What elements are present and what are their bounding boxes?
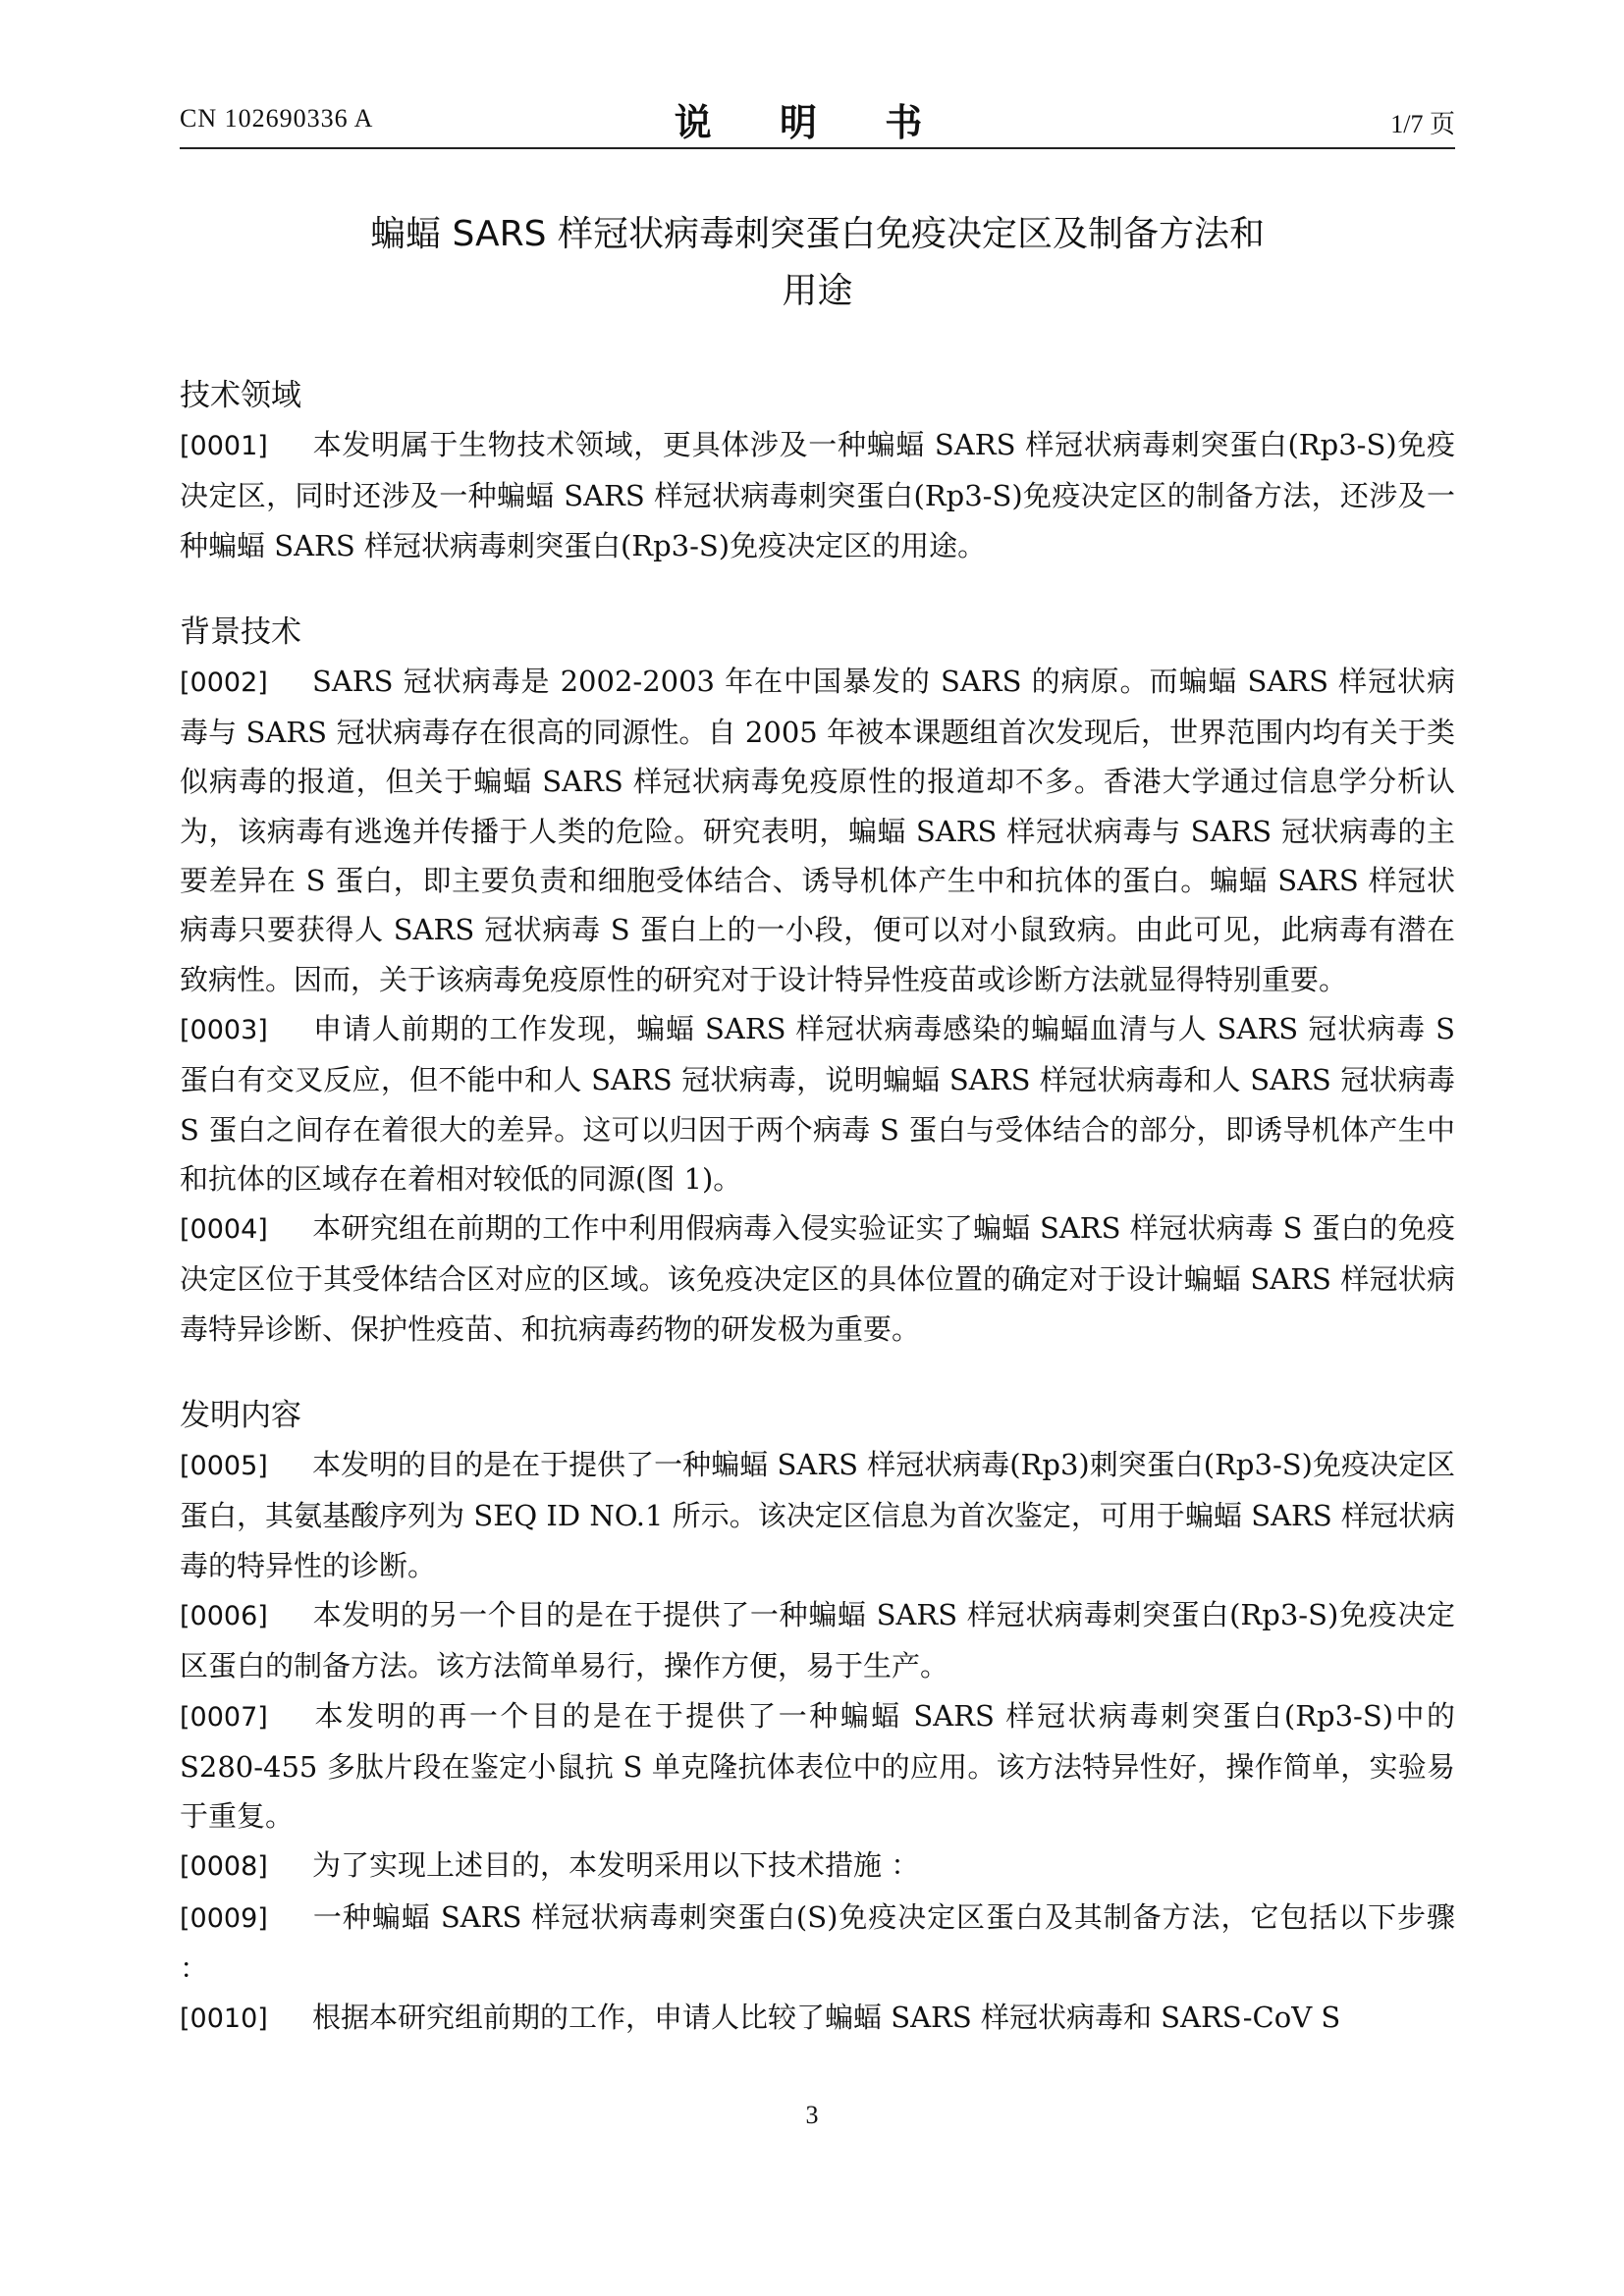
page-number: 3 (805, 2101, 819, 2129)
section-summary (180, 1391, 1455, 2045)
paragraph-number: [0006] (180, 1600, 268, 1631)
paragraph-number: [0001] (180, 431, 268, 461)
page-of-count: 1/7 页 (1390, 110, 1455, 138)
title-line-1: 蝙蝠 SARS 样冠状病毒刺突蛋白免疫决定区及制备方法和 (370, 214, 1265, 254)
paragraph (180, 1203, 1455, 1354)
paragraph (180, 1893, 1455, 1994)
paragraph-text: 一种蝙蝠 SARS 样冠状病毒刺突蛋白(S)免疫决定区蛋白及其制备方法，它包括以下步骤 ： (180, 1899, 1455, 1986)
paragraph-number: [0005] (180, 1451, 268, 1482)
section-background (180, 608, 1455, 1354)
paragraph-number: [0010] (180, 2003, 268, 2035)
paragraph (180, 1440, 1455, 1590)
paragraph-number: [0003] (180, 1014, 268, 1045)
paragraph-text: 本发明的另一个目的是在于提供了一种蝙蝠 SARS 样冠状病毒刺突蛋白(Rp3-S)免疫决定区蛋白的制备方法。该方法简单易行，操作方便，易于生产。 (180, 1597, 1455, 1683)
paragraph (180, 1004, 1455, 1203)
paragraph-text: 本发明的目的是在于提供了一种蝙蝠 SARS 样冠状病毒(Rp3)刺突蛋白(Rp3-S)免疫决定区蛋白，其氨基酸序列为 SEQ ID NO.1 所示。该决定区信息为首次鉴定，可用于蝙蝠 SARS 样冠状病毒的特异性的诊断。 (180, 1448, 1455, 1582)
paragraph-number: [0002] (180, 667, 268, 698)
paragraph-text: 根据本研究组前期的工作，申请人比较了蝙蝠 SARS 样冠状病毒和 SARS-CoV S (312, 2001, 1341, 2035)
section-heading: 发明内容 (180, 1398, 301, 1434)
document-body (180, 371, 1455, 2082)
paragraph-number: [0009] (180, 1902, 268, 1934)
section-field (180, 371, 1455, 570)
section-heading: 技术领域 (180, 378, 301, 413)
document-type: 说 明 书 (674, 101, 950, 144)
paragraph-number: [0008] (180, 1851, 268, 1883)
paragraph-number: [0004] (180, 1214, 268, 1246)
patent-number: CN 102690336 A (180, 104, 374, 133)
paragraph-text: 本研究组在前期的工作中利用假病毒入侵实验证实了蝙蝠 SARS 样冠状病毒 S 蛋白的免疫决定区位于其受体结合区对应的区域。该免疫决定区的具体位置的确定对于设计蝙蝠 SARS 样冠状病毒特异诊断、保护性疫苗、和抗病毒药物的研发极为重要。 (180, 1211, 1455, 1346)
section-heading: 背景技术 (180, 614, 301, 650)
paragraph-text: 为了实现上述目的，本发明采用以下技术措施 ： (312, 1848, 920, 1883)
title-line-2: 用途 (782, 271, 853, 311)
paragraph (180, 657, 1455, 1004)
document-title (180, 206, 1455, 320)
paragraph (180, 1590, 1455, 1691)
paragraph (180, 1993, 1455, 2044)
paragraph-text: 本发明的再一个目的是在于提供了一种蝙蝠 SARS 样冠状病毒刺突蛋白(Rp3-S)中的 S280-455 多肽片段在鉴定小鼠抗 S 单克隆抗体表位中的应用。该方法特异性好，操作简单，实验易于重复。 (180, 1698, 1455, 1834)
paragraph-text: SARS 冠状病毒是 2002-2003 年在中国暴发的 SARS 的病原。而蝙蝠 SARS 样冠状病毒与 SARS 冠状病毒存在很高的同源性。自 2005 年被本课题组首次发现后，世界范围内均有关于类似病毒的报道，但关于蝙蝠 SARS 样冠状病毒免疫原性的报道却不多。香港大学通过信息学分析认为，该病毒有逃逸并传播于人类的危险。研究表明，蝙蝠 SARS 样冠状病毒与 SARS 冠状病毒的主要差异在 S 蛋白，即主要负责和细胞受体结合、诱导机体产生中和抗体的蛋白。蝙蝠 SARS 样冠状病毒只要获得人 SARS 冠状病毒 S 蛋白上的一小段，便可以对小鼠致病。由此可见，此病毒有潜在致病性。因而，关于该病毒免疫原性的研究对于设计特异性疫苗或诊断方法就显得特别重要。 (180, 664, 1455, 996)
paragraph (180, 1841, 1455, 1892)
paragraph-text: 申请人前期的工作发现，蝙蝠 SARS 样冠状病毒感染的蝙蝠血清与人 SARS 冠状病毒 S 蛋白有交叉反应，但不能中和人 SARS 冠状病毒，说明蝙蝠 SARS 样冠状病毒和人 SARS 冠状病毒 S 蛋白之间存在着很大的差异。这可以归因于两个病毒 S 蛋白与受体结合的部分，即诱导机体产生中和抗体的区域存在着相对较低的同源(图 1)。 (180, 1011, 1455, 1196)
paragraph (180, 420, 1455, 570)
paragraph-number: [0007] (180, 1701, 268, 1733)
paragraph-text: 本发明属于生物技术领域，更具体涉及一种蝙蝠 SARS 样冠状病毒刺突蛋白(Rp3-S)免疫决定区，同时还涉及一种蝙蝠 SARS 样冠状病毒刺突蛋白(Rp3-S)免疫决定区的制备方法，还涉及一种蝙蝠 SARS 样冠状病毒刺突蛋白(Rp3-S)免疫决定区的用途。 (180, 428, 1455, 562)
header-rule (180, 147, 1455, 149)
paragraph (180, 1691, 1455, 1842)
